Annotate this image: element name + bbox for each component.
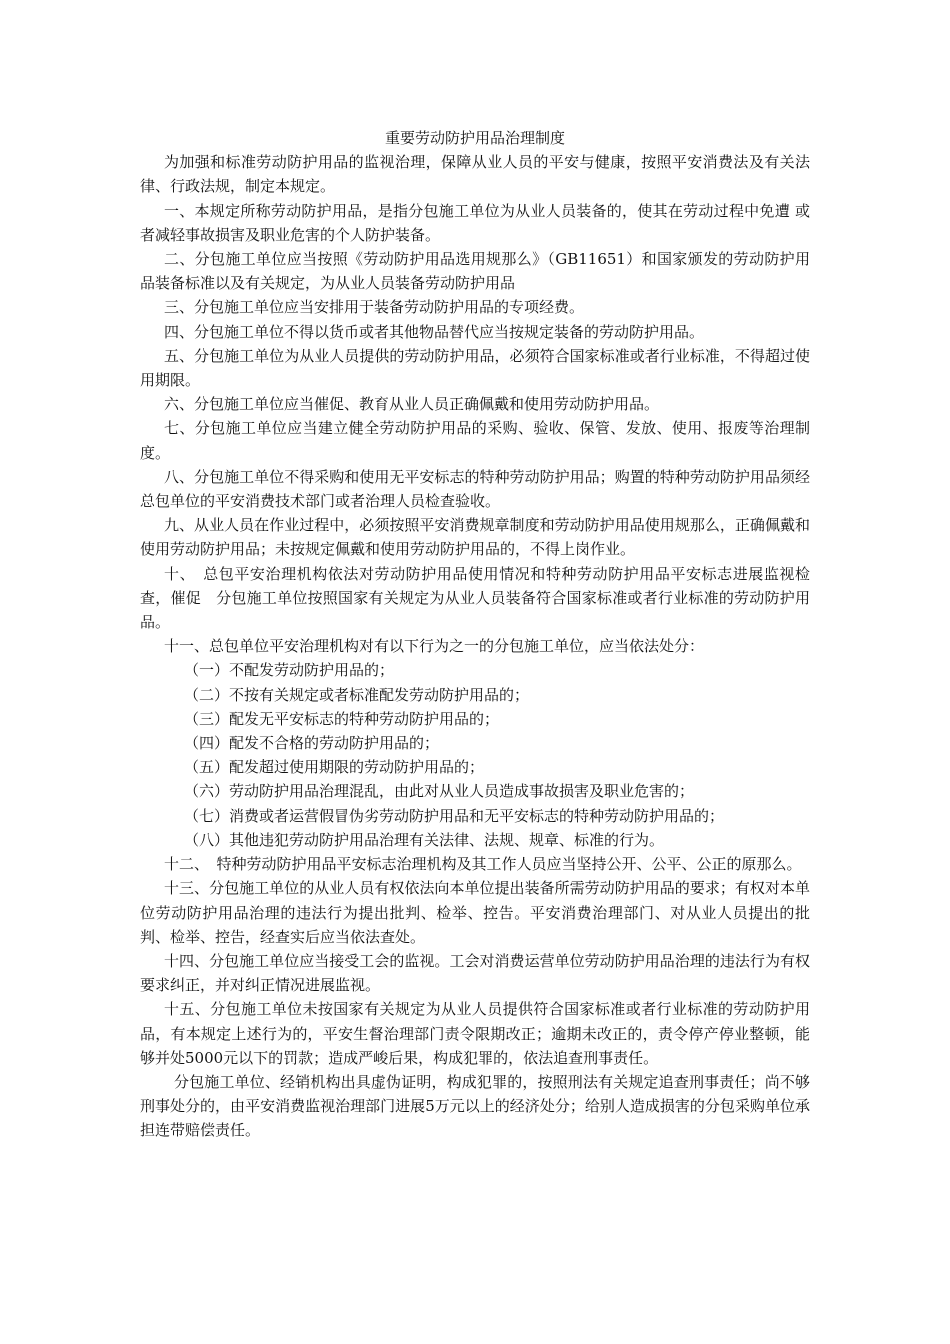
list-item: （三）配发无平安标志的特种劳动防护用品的； [184, 709, 500, 728]
paragraph: 九、从业人员在作业过程中，必须按照平安消费规章制度和劳动防护用品使用规那么，正确佩戴和使用劳动防护用品；未按规定佩戴和使用劳动防护用品的，不得上岗作业。 [140, 516, 810, 559]
paragraph: 八、分包施工单位不得采购和使用无平安标志的特种劳动防护用品；购置的特种劳动防护用品须经总包单位的平安消费技术部门或者治理人员检查验收。 [140, 467, 810, 511]
paragraph-list [140, 150, 810, 1142]
list-item: （五）配发超过使用期限的劳动防护用品的； [184, 758, 485, 777]
paragraph: 十四、分包施工单位应当接受工会的监视。工会对消费运营单位劳动防护用品治理的违法行为有权要求纠正，并对纠正情况进展监视。 [140, 951, 810, 995]
paragraph: 分包施工单位、经销机构出具虚伪证明，构成犯罪的，按照刑法有关规定追查刑事责任；尚不够刑事处分的，由平安消费监视治理部门进展5万元以上的经济处分；给别人造成损害的分包采购单位承担连带赔偿责任。 [140, 1072, 810, 1140]
list-item: （六）劳动防护用品治理混乱，由此对从业人员造成事故损害及职业危害的； [184, 782, 695, 801]
paragraph: 三、分包施工单位应当安排用于装备劳动防护用品的专项经费。 [164, 298, 585, 317]
paragraph: 十三、分包施工单位的从业人员有权依法向本单位提出装备所需劳动防护用品的要求；有权对本单位劳动防护用品治理的违法行为提出批判、检举、控告。平安消费治理部门、对从业人员提出的批判、检举、控告，经查实后应当依法查处。 [140, 879, 810, 946]
paragraph: 十、 总包平安治理机构依法对劳动防护用品使用情况和特种劳动防护用品平安标志进展监视检查，催促 分包施工单位按照国家有关规定为从业人员装备符合国家标准或者行业标准的劳动防护用品。 [140, 564, 810, 632]
paragraph: 四、分包施工单位不得以货币或者其他物品替代应当按规定装备的劳动防护用品。 [164, 322, 705, 341]
paragraph: 五、分包施工单位为从业人员提供的劳动防护用品，必须符合国家标准或者行业标准，不得超过使用期限。 [140, 346, 810, 390]
document-body [140, 126, 810, 1143]
list-item: （七）消费或者运营假冒伪劣劳动防护用品和无平安标志的特种劳动防护用品的； [184, 806, 725, 825]
document-title: 重要劳动防护用品治理制度 [384, 129, 565, 147]
paragraph: 一、本规定所称劳动防护用品，是指分包施工单位为从业人员装备的，使其在劳动过程中免遭 或者减轻事故损害及职业危害的个人防护装备。 [140, 201, 810, 244]
paragraph: 七、分包施工单位应当建立健全劳动防护用品的采购、验收、保管、发放、使用、报废等治理制度。 [140, 419, 810, 462]
paragraph: 二、分包施工单位应当按照《劳动防护用品选用规那么》（GB11651）和国家颁发的劳动防护用品装备标准以及有关规定，为从业人员装备劳动防护用品 [140, 250, 810, 293]
paragraph: 十二、 特种劳动防护用品平安标志治理机构及其工作人员应当坚持公开、公平、公正的原那么。 [164, 855, 802, 874]
list-item: （四）配发不合格的劳动防护用品的； [184, 734, 440, 753]
paragraph: 十五、分包施工单位未按国家有关规定为从业人员提供符合国家标准或者行业标准的劳动防护用品，有本规定上述行为的，平安生督治理部门责令限期改正；逾期未改正的，责令停产停业整顿，能够并处5000元以下的罚款；造成严峻后果，构成犯罪的，依法追查刑事责任。 [140, 1000, 810, 1067]
list-item: （八）其他违犯劳动防护用品治理有关法律、法规、规章、标准的行为。 [184, 830, 665, 849]
list-item: （二）不按有关规定或者标准配发劳动防护用品的； [184, 685, 530, 704]
paragraph: 六、分包施工单位应当催促、教育从业人员正确佩戴和使用劳动防护用品。 [164, 395, 660, 414]
list-item: （一）不配发劳动防护用品的； [184, 661, 395, 680]
paragraph: 为加强和标准劳动防护用品的监视治理，保障从业人员的平安与健康，按照平安消费法及有关法律、行政法规，制定本规定。 [140, 153, 810, 196]
paragraph: 十一、总包单位平安治理机构对有以下行为之一的分包施工单位，应当依法处分： [164, 637, 705, 656]
